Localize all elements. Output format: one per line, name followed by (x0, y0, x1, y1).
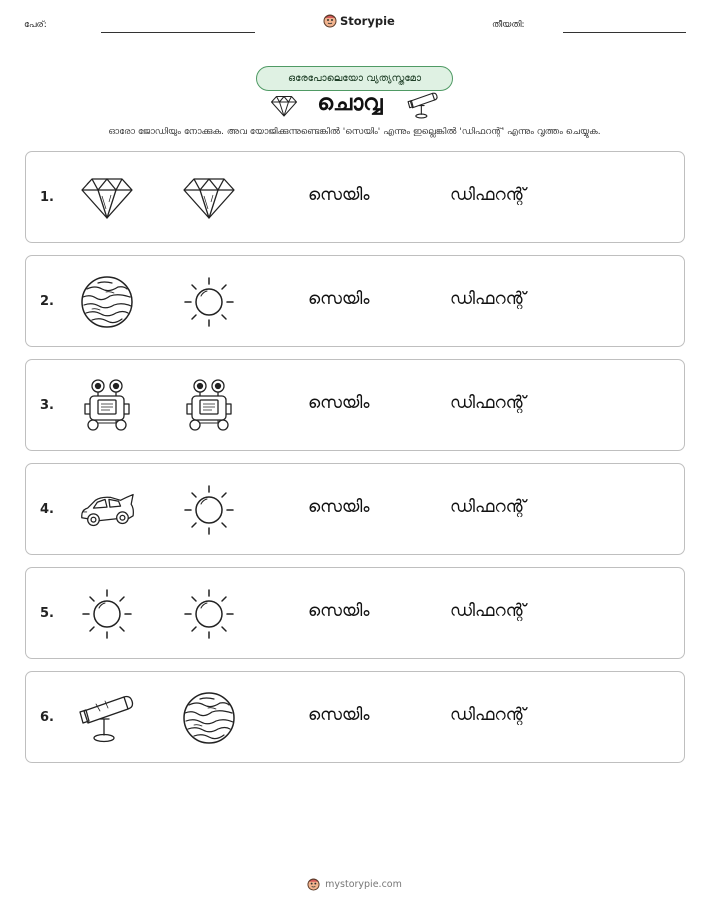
title-row (0, 90, 709, 124)
diamond-icon (270, 95, 298, 121)
different-option[interactable]: ഡിഫറന്റ് (450, 185, 526, 205)
question-row (25, 359, 685, 451)
different-option[interactable]: ഡിഫറന്റ് (450, 601, 526, 621)
telescope-icon (78, 689, 136, 747)
diamond-icon (180, 169, 238, 227)
brand-name: Storypie (340, 14, 395, 28)
same-option[interactable]: സെയിം (308, 289, 370, 309)
sun-icon (180, 481, 238, 539)
car-icon (78, 481, 136, 539)
diamond-icon (78, 169, 136, 227)
question-row (25, 567, 685, 659)
different-option[interactable]: ഡിഫറന്റ് (450, 289, 526, 309)
question-number: 3. (40, 398, 54, 413)
sun-icon (180, 585, 238, 643)
same-option[interactable]: സെയിം (308, 705, 370, 725)
question-row (25, 151, 685, 243)
name-label: പേര്: (24, 20, 47, 30)
same-option[interactable]: സെയിം (308, 393, 370, 413)
rover-icon (180, 377, 238, 435)
question-number: 4. (40, 502, 54, 517)
same-option[interactable]: സെയിം (308, 601, 370, 621)
rover-icon (78, 377, 136, 435)
worksheet-header (0, 0, 709, 40)
different-option[interactable]: ഡിഫറന്റ് (450, 497, 526, 517)
date-label: തീയതി: (492, 20, 525, 30)
same-option[interactable]: സെയിം (308, 497, 370, 517)
planet-icon (78, 273, 136, 331)
different-option[interactable]: ഡിഫറന്റ് (450, 393, 526, 413)
question-row (25, 255, 685, 347)
question-row (25, 463, 685, 555)
question-number: 5. (40, 606, 54, 621)
footer-url: mystorypie.com (325, 879, 402, 890)
footer (0, 878, 709, 891)
planet-icon (180, 689, 238, 747)
page-title: ചൊവ്വ (317, 91, 383, 116)
question-number: 6. (40, 710, 54, 725)
brand-logo (323, 14, 395, 28)
instructions: ഓരോ ജോഡിയും നോക്കുക. അവ യോജിക്കുന്നുണ്ടെങ്കിൽ 'സെയിം' എന്നും ഇല്ലെങ്കിൽ 'ഡിഫറന്റ്' എന്നും വൃത്തം ചെയ്യുക. (108, 127, 601, 137)
name-line (101, 32, 255, 33)
question-row (25, 671, 685, 763)
different-option[interactable]: ഡിഫറന്റ് (450, 705, 526, 725)
sun-icon (180, 273, 238, 331)
worksheet-type-badge: ഒരേപോലെയോ വ്യത്യസ്തമോ (256, 66, 453, 91)
same-option[interactable]: സെയിം (308, 185, 370, 205)
date-line (563, 32, 686, 33)
storypie-mascot-icon (323, 14, 337, 28)
storypie-mascot-icon (307, 878, 320, 891)
question-number: 1. (40, 190, 54, 205)
sun-icon (78, 585, 136, 643)
question-number: 2. (40, 294, 54, 309)
telescope-icon (407, 90, 439, 124)
